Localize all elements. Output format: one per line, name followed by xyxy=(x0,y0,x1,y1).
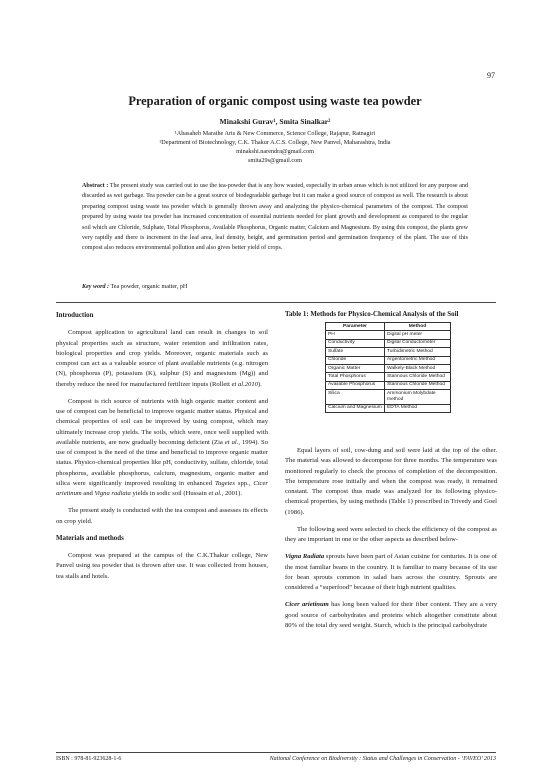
keywords xyxy=(82,284,187,290)
table-cell-parameter: Calcium and Magnesium xyxy=(326,404,385,412)
email-1: minakshi.narendra@gmail.com xyxy=(236,148,314,155)
right-column xyxy=(285,446,497,631)
table-row xyxy=(326,364,451,372)
methods-heading: Materials and methods xyxy=(56,534,124,542)
introduction-heading: Introduction xyxy=(56,312,94,319)
footer-isbn: ISBN : 978-81-923628-1-6 xyxy=(56,756,122,762)
keyword-text: Tea powder, organic matter, pH xyxy=(109,284,188,290)
abstract-text: The present study was carried out to use the tea-powder that is any how wasted, especially in urban areas which is not utilized for any purpose and discarded as wet garbage. Tea powder can be a great source of biodegradable garbage but it can make a good source of compost as well. The research is about preparing compost using waste tea powder which is generally thrown away and analyzing the physico-chemical parameters of the compost. The compost prepared by using waste tea powder has increased concentration of essential nutrients needed for plant growth and development as compared to the regular soil which are Chloride, Sulphate, Total Phosphorus, Available Phosphorus, Organic matter, Calcium and Magnesium. By using this compost, the plants grew very rapidly and there is increment in the leaf area, leaf density, height, and germination period and germination frequency of the plant. The use of this compost also reduces environmental pollution and also gives better yield of crops. xyxy=(82,183,469,252)
table-row xyxy=(326,404,451,412)
affiliation-2: ²Department of Biotechnology, C.K. Thakur A.C.S. College, New Panvel, Maharashtra, India xyxy=(159,139,391,146)
table-cell-parameter: Conductivity xyxy=(326,339,385,347)
table-row xyxy=(326,381,451,389)
affiliation-1: ¹Abasaheb Marathe Arts & New Commerce, Science College, Rajapur, Ratnagiri xyxy=(174,130,376,137)
footer-conference: National Conference on Biodiversity : Status and Challenges in Conservation - ‘FAVEO’ 2013 xyxy=(269,756,496,762)
footer-divider xyxy=(56,752,496,753)
table-cell-method: Stannous Chloride Method xyxy=(385,373,451,381)
table-row xyxy=(326,331,451,339)
footer xyxy=(56,756,496,762)
table-cell-method: Turbidimetric Method xyxy=(385,348,451,356)
table-header-cell: Parameter xyxy=(326,323,385,331)
authors: Minakshi Gurav¹, Smita Sinalkar² xyxy=(219,117,331,126)
table-cell-parameter: Chloride xyxy=(326,356,385,364)
methods-table xyxy=(325,322,451,413)
table-row xyxy=(326,348,451,356)
intro-paragraph-2: Compost is rich source of nutrients with high organic matter content and use of compost can be beneficial to improve organic matter status. Physical and chemical properties of soil can be improved by using compost, which may ultimately increase crop yields. The soils, which were, once well supplied with available nutrients, are now gradually becoming deficient (Zia et al., 1994). So use of compost is the need of the time and beneficial to improve organic matter status. Physico-chemical properties like pH, conductivity, sulfate, chloride, total phosphorus, available phosphorus, calcium, magnesium, organic matter and silica were significantly improved resulting in enhanced Tagetes spp., Cicer arietinum and Vigna radiata yields in sodic soil (Hussain et al., 2001). xyxy=(56,397,268,497)
table-cell-method: Stannous Chloride Method xyxy=(385,381,451,389)
table-row xyxy=(326,390,451,405)
table-row xyxy=(326,339,451,347)
table-cell-method: EDTA Method xyxy=(385,404,451,412)
intro-paragraph-1: Compost application to agricultural land can result in changes in soil physical properties such as structure, water retention and infiltration rates, biological properties and crop yields. Moreover, organic materials such as compost can act as a valuable source of plant available nutrients (e.g. nitrogen (N), phosphorus (P), potassium (K), sulphur (S) and magnesium (Mg)) and thereby reduce the need for manufactured fertilizer inputs (Rollett et al.2010). xyxy=(56,329,268,388)
table-cell-parameter: Organic Matter xyxy=(326,364,385,372)
email-2: smita29s@gmail.com xyxy=(248,157,302,164)
intro-paragraph-3: The present study is conducted with the tea compost and assesses its effects on crop yield. xyxy=(56,507,268,525)
right-paragraph-1: Equal layers of soil, cow-dung and soil were laid at the top of the other. The material was allowed to decompose for three months. The temperature was monitored regularly to check the process of completion of the decomposition. The temperature rose initially and when the compost was ready, it remained constant. The compost thus made was analyzed for its following physico-chemical properties, by using methods (Table 1) prescribed in Trivedy and Goel (1986). xyxy=(285,447,497,516)
table-cell-parameter: Total Phosphorus xyxy=(326,373,385,381)
table-cell-parameter: PH xyxy=(326,331,385,339)
table-cell-method: Digital pH meter xyxy=(385,331,451,339)
table-cell-method: Digital Conductometer xyxy=(385,339,451,347)
table-row xyxy=(326,356,451,364)
divider xyxy=(56,302,496,303)
keyword-label: Key word : xyxy=(82,284,110,290)
right-paragraph-2: The following seed were selected to check the efficiency of the compost as they are important in one or the other aspects as described below- xyxy=(285,525,497,543)
methods-paragraph-1: Compost was prepared at the campus of the C.K.Thakur college, New Panvel using tea powder that is thrown after use. It was collected from houses, tea stalls and hotels. xyxy=(56,552,268,580)
left-column xyxy=(56,311,268,582)
table-cell-method: Argentometric Method xyxy=(385,356,451,364)
table-cell-parameter: Available Phosphorus xyxy=(326,381,385,389)
abstract xyxy=(82,181,468,254)
table-cell-parameter: Silica xyxy=(326,390,385,405)
right-paragraph-3: Vigna Radiata sprouts have been part of Asian cuisine for centuries. It is one of the most familiar beans in the country. It is familiar to many because of its use for bean sprouts common in salad bars across the country. Sprouts are considered a “superfood” because of their high nutrient qualities. xyxy=(285,553,497,591)
paper-title: Preparation of organic compost using waste tea powder xyxy=(128,94,422,108)
table-cell-parameter: Sulfate xyxy=(326,348,385,356)
table-block xyxy=(285,311,497,413)
table-header-row xyxy=(326,323,451,331)
table-row xyxy=(326,373,451,381)
table-caption: Table 1: Methods for Physico-Chemical Analysis of the Soil xyxy=(285,311,459,318)
page-number: 97 xyxy=(487,71,495,80)
table-cell-method: Walkely-Black Method xyxy=(385,364,451,372)
table-cell-method: Ammonium Molybdate method xyxy=(385,390,451,405)
right-paragraph-4: Cicer arietinum has long been valued for their fiber content. They are a very good source of carbohydrates and proteins which altogether constitute about 80% of the total dry seed weight. Starch, which is the principal carbohydrate xyxy=(285,601,498,629)
table-header-cell: Method xyxy=(385,323,451,331)
abstract-label: Abstract : xyxy=(82,183,109,189)
